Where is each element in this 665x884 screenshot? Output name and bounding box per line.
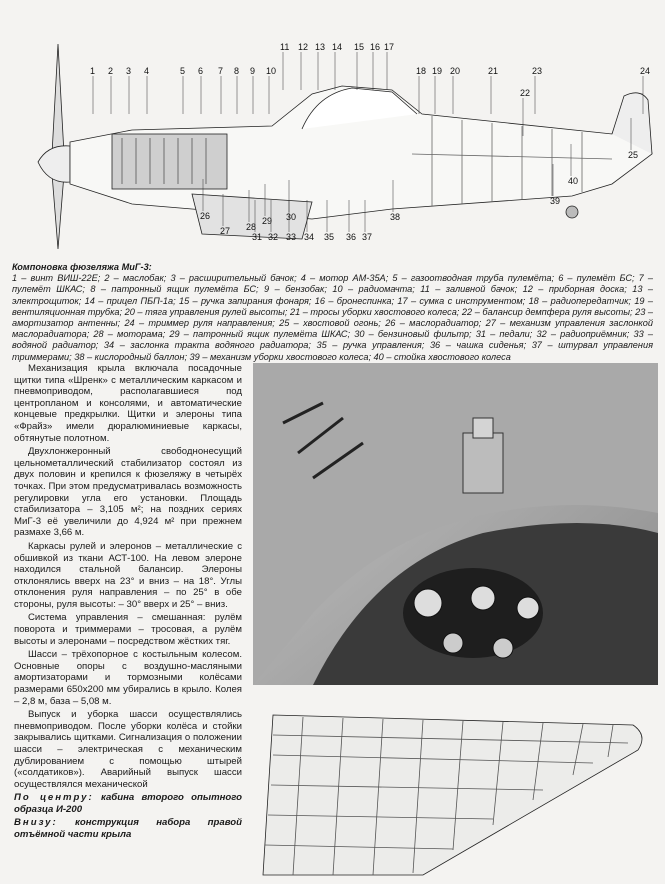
- callout-number: 20: [450, 66, 461, 76]
- caption-text: 1 – винт ВИШ-22Е; 2 – маслобак; 3 – расширительный бачок; 4 – мотор АМ-35А; 5 – газоотводная труба пулемёта; 6 – пулемёт БС; 7 – пулемёт ШКАС; 8 – патронный ящик пулемёта БС; 9 – бензобак; 10 – радиомачта; 11 – заливной бачок; 12 – приборная доска; 13 – электрощиток; 14 – прицел ПБП-1а; 15 – ручка запирания фонаря; 16 – бронеспинка; 17 – сумка с инструментом; 18 – радиопередатчик; 19 – вентиляционная трубка; 20 – тяга управления рулей высоты; 21 – тросы уборки хвостового колеса; 22 – балансир демпфера руля высоты; 23 – амортизатор антенны; 24 – триммер руля направления; 25 – хвостовой огонь; 26 – маслорадиатор; 27 – механизм управления заслонкой маслорадиатора; 28 – моторама; 29 – патронный ящик пулемёта ШКАС; 30 – бензиновый фильтр; 31 – педали; 32 – радиоприёмник; 33 – водяной радиатор; 34 – заслонка тракта водяного радиатора; 35 – ручка управления; 36 – чашка сиденья; 37 – штурвал управления триммерами; 38 – кислородный баллон; 39 – механизм уборки хвостового колеса; 40 – стойка хвостового колеса: [12, 273, 653, 362]
- callout-number: 13: [315, 42, 326, 52]
- callout-number: 17: [384, 42, 395, 52]
- note-heading: Внизу:: [14, 817, 58, 829]
- callout-number: 22: [520, 88, 531, 98]
- callout-number: 11: [280, 42, 290, 52]
- callout-number: 6: [198, 66, 204, 76]
- callout-number: 14: [332, 42, 343, 52]
- caption-title: Компоновка фюзеляжа МиГ-3:: [12, 262, 152, 272]
- photo-note-bottom: [14, 817, 242, 840]
- callout-number: 28: [246, 222, 257, 232]
- callout-number: 31: [252, 232, 263, 242]
- callout-number: 32: [268, 232, 279, 242]
- paragraph: Двухлонжеронный свободнонесущий цельнометаллический стабилизатор состоял из двух половин и крепился к фюзеляжу в четырёх точках. При этом предусматривалась возможность регулировки угла его установки. Площадь стабилизатора – 3,105 м²; на поздних сериях МиГ-3 её увеличили до 4,924 м² при прежнем размахе 3,66 м.: [14, 446, 242, 539]
- callout-number: 21: [488, 66, 499, 76]
- note-heading: По центру:: [14, 792, 94, 804]
- callout-number: 26: [200, 211, 211, 221]
- article-body: [14, 363, 242, 842]
- callout-number: 40: [568, 176, 579, 186]
- callout-number: 18: [416, 66, 427, 76]
- callout-number: 10: [266, 66, 277, 76]
- callout-number: 9: [250, 66, 256, 76]
- callout-number: 36: [346, 232, 357, 242]
- paragraph: Шасси – трёхопорное с костыльным колесом. Основные опоры с воздушно-масляными амортизаторами и тормозными колёсами размерами 650х200 мм убирались в крыло. Колея – 2,8 м, база – 5,08 м.: [14, 649, 242, 707]
- note-text: конструкция набора правой отъёмной части крыла: [14, 817, 242, 840]
- callout-number: 15: [354, 42, 365, 52]
- callout-number: 35: [324, 232, 335, 242]
- paragraph: Система управления – смешанная: рулём поворота и триммерами – тросовая, а рулём высоты и элеронами – посредством жёстких тяг.: [14, 612, 242, 647]
- wing-structure-drawing: [253, 695, 658, 880]
- callout-number: 12: [298, 42, 309, 52]
- callout-number: 3: [126, 66, 132, 76]
- cockpit-photo: [253, 363, 658, 685]
- callout-number: 38: [390, 212, 401, 222]
- callout-number: 4: [144, 66, 150, 76]
- note-text: кабина второго опытного образца И-200: [14, 792, 243, 815]
- callout-number: 30: [286, 212, 297, 222]
- diagram-caption: [12, 262, 653, 363]
- callout-number: 16: [370, 42, 381, 52]
- callout-number: 1: [90, 66, 96, 76]
- callout-number: 5: [180, 66, 186, 76]
- callout-number: 7: [218, 66, 224, 76]
- callout-number: 34: [304, 232, 315, 242]
- callout-number: 33: [286, 232, 297, 242]
- fuselage-layout-diagram: [12, 34, 657, 254]
- callout-number: 2: [108, 66, 114, 76]
- callout-number: 27: [220, 226, 231, 236]
- callout-number: 29: [262, 216, 273, 226]
- photo-note-center: [14, 792, 242, 815]
- callout-number: 24: [640, 66, 651, 76]
- paragraph: Каркасы рулей и элеронов – металлические с обшивкой из ткани АСТ-100. На левом элероне находился стальной балансир. Элероны отклонялись вверх на 23° и вниз – на 18°. Углы отклонения руля направления – по 25° в обе стороны, руля высоты: – 30° вверх и 25° – вниз.: [14, 540, 242, 610]
- callout-number: 8: [234, 66, 240, 76]
- callout-number: 25: [628, 150, 639, 160]
- paragraph: Механизация крыла включала посадочные щитки типа «Шренк» с металлическим каркасом и пневмоприводом, располагавшиеся под центропланом и консолями, и автоматические концевые предкрылки. Щитки и элероны типа «Фрайз» имели дюралюминиевые каркасы, обтянутые полотном.: [14, 363, 242, 444]
- paragraph: Выпуск и уборка шасси осуществлялись пневмоприводом. После уборки колёса и стойки закрывались щитками. Сигнализация о положении шасси – электрическая с механическим дублированием с помощью штырей («солдатиков»). Аварийный выпуск шасси осуществлялся механической: [14, 709, 242, 790]
- callout-number: 37: [362, 232, 373, 242]
- callout-number: 39: [550, 196, 561, 206]
- callout-number: 23: [532, 66, 543, 76]
- callout-number: 19: [432, 66, 443, 76]
